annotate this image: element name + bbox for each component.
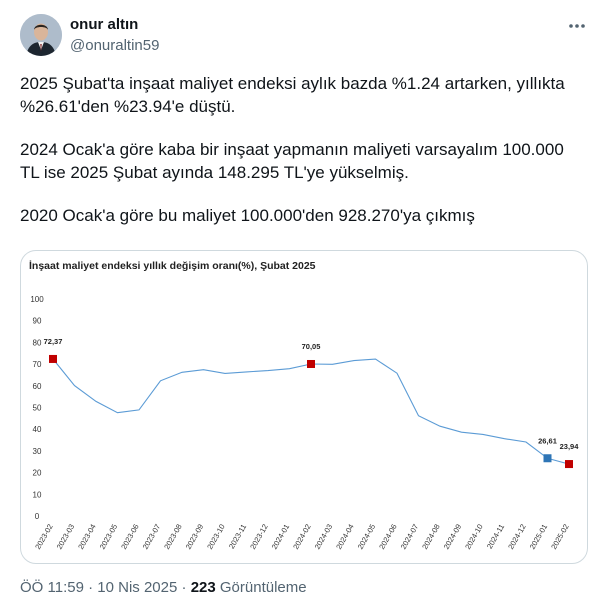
tweet-line: %26.61'den %23.94'e düştü. [20, 97, 236, 116]
y-tick-label: 60 [32, 381, 42, 391]
x-tick-label: 2023-10 [205, 522, 227, 551]
avatar[interactable] [20, 14, 62, 56]
x-tick-label: 2023-08 [162, 522, 184, 551]
y-tick-label: 80 [32, 338, 42, 348]
x-tick-label: 2024-07 [398, 522, 421, 551]
x-tick-label: 2024-12 [506, 522, 528, 551]
x-tick-label: 2024-02 [291, 522, 313, 551]
y-tick-label: 30 [32, 446, 42, 456]
tweet-time[interactable]: ÖÖ 11:59 [20, 579, 84, 596]
x-tick-label: 2024-04 [334, 522, 356, 551]
data-marker [544, 454, 552, 462]
data-marker [307, 360, 315, 368]
user-handle[interactable]: @onuraltin59 [70, 37, 160, 54]
views-label: Görüntüleme [215, 579, 307, 596]
more-horizontal-icon [565, 16, 589, 36]
y-tick-label: 20 [32, 468, 42, 478]
chart-title: İnşaat maliyet endeksi yıllık değişim oranı(%), Şubat 2025 [29, 260, 316, 272]
display-name[interactable]: onur altın [70, 16, 139, 33]
data-label: 70,05 [301, 341, 321, 351]
x-tick-label: 2025-01 [527, 522, 550, 551]
separator: · [83, 579, 98, 596]
x-tick-label: 2023-02 [33, 522, 55, 551]
data-marker [49, 355, 57, 363]
tweet-text [20, 72, 590, 227]
x-tick-label: 2024-06 [377, 522, 399, 551]
x-tick-label: 2023-11 [226, 522, 249, 551]
x-tick-label: 2023-07 [140, 522, 163, 551]
x-tick-label: 2023-06 [119, 522, 141, 551]
series-line [53, 359, 569, 464]
tweet-date[interactable]: 10 Nis 2025 [97, 579, 178, 596]
x-tick-label: 2023-04 [76, 522, 98, 551]
x-tick-label: 2024-09 [441, 522, 464, 551]
x-tick-label: 2024-08 [420, 522, 442, 551]
x-tick-label: 2024-05 [355, 522, 378, 551]
data-label: 26,61 [538, 436, 557, 446]
y-tick-label: 70 [32, 360, 42, 370]
tweet-footer [20, 579, 307, 596]
y-tick-label: 40 [32, 425, 42, 435]
data-label: 72,37 [43, 336, 63, 346]
tweet-line: TL ise 2025 Şubat ayında 148.295 TL'ye yükselmiş. [20, 163, 409, 182]
profile-photo [20, 14, 62, 56]
x-tick-label: 2023-03 [54, 522, 77, 551]
x-tick-label: 2023-09 [183, 522, 206, 551]
y-tick-label: 10 [32, 490, 42, 500]
view-count: 223 [190, 579, 216, 596]
separator: · [177, 579, 191, 596]
more-options-button[interactable] [565, 16, 589, 36]
x-tick-label: 2024-03 [312, 522, 335, 551]
x-tick-label: 2023-05 [97, 522, 120, 551]
x-tick-label: 2023-12 [248, 522, 270, 551]
line-chart [21, 251, 587, 563]
data-label: 23,94 [559, 442, 579, 452]
y-tick-label: 100 [30, 295, 44, 304]
paragraph-gap [20, 184, 590, 204]
y-tick-label: 90 [32, 316, 42, 326]
x-tick-label: 2025-02 [549, 522, 571, 551]
x-tick-label: 2024-10 [463, 522, 485, 551]
x-tick-label: 2024-01 [269, 522, 292, 551]
tweet-line: 2020 Ocak'a göre bu maliyet 100.000'den 928.270'ya çıkmış [20, 206, 475, 225]
x-tick-label: 2024-11 [484, 522, 507, 551]
paragraph-gap [20, 118, 590, 138]
data-marker [565, 460, 573, 468]
tweet-line: 2025 Şubat'ta inşaat maliyet endeksi aylık bazda %1.24 artarken, yıllıkta [20, 74, 565, 93]
y-tick-label: 50 [32, 403, 42, 413]
y-tick-label: 0 [34, 512, 40, 521]
tweet-line: 2024 Ocak'a göre kaba bir inşaat yapmanın maliyeti varsayalım 100.000 [20, 140, 564, 159]
tweet-media-chart[interactable] [20, 250, 588, 564]
